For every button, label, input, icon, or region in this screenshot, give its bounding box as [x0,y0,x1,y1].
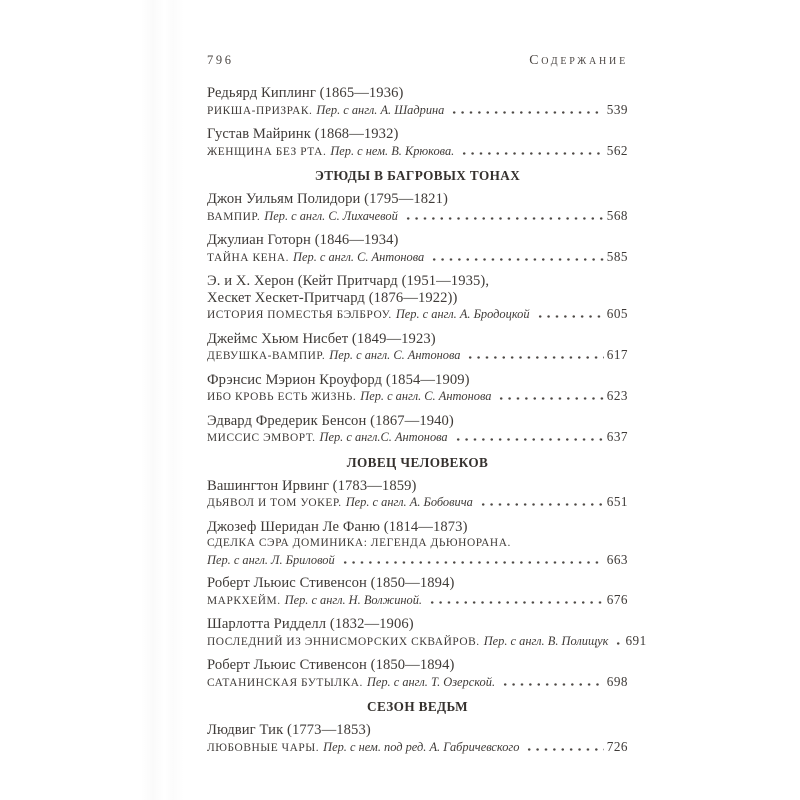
entry-translator: Пер. с англ. В. Полищук [483,633,609,648]
entry-page-number: 562 [606,142,628,158]
dot-leader [523,747,603,751]
entry-translator: Пер. с нем. В. Крюкова. [330,143,455,158]
dot-leader [612,641,622,645]
entry-translator: Пер. с англ. Т. Озерской. [366,674,496,689]
entry-title: ТАЙНА КЕНА. [207,251,290,264]
dot-leader [426,600,604,604]
entry-title-line [207,592,628,610]
toc-entry [207,372,628,406]
entry-author: Э. и Х. Херон (Кейт Притчард (1951—1935), [207,273,490,289]
entry-title: ИБО КРОВЬ ЕСТЬ ЖИЗНЬ. [207,391,357,403]
entry-page-number: 726 [606,738,628,754]
dot-leader [477,502,604,506]
toc-entry [207,273,628,324]
entry-page-number: 568 [606,207,628,223]
entry-title: РИКША-ПРИЗРАК. [207,104,313,117]
entry-title-line [207,143,628,161]
page-header [207,52,628,68]
dot-leader [452,437,604,441]
page-number: 796 [207,53,234,67]
entry-title-line [207,739,628,757]
entry-title-line [207,208,628,226]
entry-title-group [207,388,491,406]
entry-title-line [207,494,628,512]
entry-title: САТАНИНСКАЯ БУТЫЛКА. [207,676,363,689]
entry-author: Джулиан Готорн (1846—1934) [207,232,399,248]
entry-author: Роберт Льюис Стивенсон (1850—1894) [207,657,455,673]
entry-title: ДЕВУШКА-ВАМПИР. [207,350,326,362]
entry-title-line [207,306,628,324]
entry-translator: Пер. с англ. С. Антонова [329,348,461,362]
entry-page-number: 623 [606,388,628,403]
entry-author: Фрэнсис Мэрион Кроуфорд (1854—1909) [207,371,470,388]
entry-translator: Пер. с англ.С. Антонова [319,430,448,444]
entry-translator: Пер. с нем. под ред. А. Габричевского [323,739,520,754]
entry-author: Джеймс Хьюм Нисбет (1849—1923) [207,330,436,347]
entry-title: МИССИС ЭМВОРТ. [207,432,316,444]
entry-title-line [207,535,628,552]
entry-page-number: 698 [606,673,628,689]
entry-title-group [207,429,448,447]
entry-title-line [207,347,628,365]
entry-title-line [207,429,628,447]
entry-author: Вашингтон Ирвинг (1783—1859) [207,477,417,494]
entry-title: ПОСЛЕДНИЙ ИЗ ЭННИСМОРСКИХ СКВАЙРОВ. [207,635,480,648]
toc-entry [207,657,628,691]
dot-leader [428,257,603,261]
entry-title: ЛЮБОВНЫЕ ЧАРЫ. [207,741,320,754]
section-heading: ЭТЮДЫ В БАГРОВЫХ ТОНАХ [314,168,521,183]
entry-page-number: 617 [606,347,628,362]
dot-leader [339,560,604,564]
entry-page-number: 585 [606,248,628,264]
entry-author: Роберт Льюис Стивенсон (1850—1894) [207,575,455,591]
entry-title-group [207,249,424,267]
entry-author: Джозеф Шеридан Ле Фаню (1814—1873) [207,518,468,535]
entry-title-line [207,632,647,651]
entry-author: Джон Уильям Полидори (1795—1821) [207,191,448,207]
entry-translator: Пер. с англ. С. Антонова [293,249,425,264]
entry-title-line [207,249,628,267]
section-heading: ЛОВЕЦ ЧЕЛОВЕКОВ [346,454,489,470]
entry-page-number: 637 [606,429,628,444]
entry-page-number: 691 [625,632,647,648]
entry-title-group [207,633,608,651]
entry-author: Густав Майринк (1868—1932) [207,126,399,142]
toc-entry [207,616,647,650]
toc-entry [207,575,628,609]
section-heading: СЕЗОН ВЕДЬМ [367,699,468,714]
dot-leader [402,216,604,220]
entry-translator: Пер. с англ. А. Шадрина [316,102,445,117]
entry-title-line [207,674,628,692]
entry-title: МАРКХЕЙМ. [207,594,281,607]
entry-translator: Пер. с англ. Н. Волжиной. [284,592,423,607]
entry-page-number: 651 [606,494,628,509]
entry-translator: Пер. с англ. А. Бобовича [345,495,473,509]
toc-entry [207,85,628,119]
toc-entry [207,331,628,365]
entry-author: Эдвард Фредерик Бенсон (1867—1940) [207,412,454,429]
entry-page-number: 605 [606,306,628,321]
entry-title-group [207,306,530,324]
entry-author: Людвиг Тик (1773—1853) [207,722,371,738]
running-title: Содержание [529,52,628,67]
entry-title-group [207,592,422,610]
entry-translator: Пер. с англ. А. Бродоцкой [395,307,530,321]
entry-title-line [207,388,628,406]
entry-title-group [207,494,473,512]
entry-translator: Пер. с англ. С. Лихачевой [264,208,398,223]
toc-entry [207,413,628,447]
toc-entry [207,519,628,569]
entry-title-group [207,102,444,120]
entry-author: Шарлотта Ридделл (1832—1906) [207,616,414,632]
dot-leader [495,396,603,400]
dot-leader [458,151,603,155]
entry-author: Хескет Хескет-Притчард (1876—1922)) [207,289,458,306]
entry-translator: Пер. с англ. Л. Бриловой [207,552,335,567]
entry-translator: Пер. с англ. С. Антонова [360,389,492,403]
entry-author: Редьярд Киплинг (1865—1936) [207,85,404,101]
entry-title-group [207,674,495,692]
toc-entry [207,191,628,225]
entry-title: ВАМПИР. [207,210,261,223]
entry-title-line [207,102,628,120]
entry-page-number: 676 [606,591,628,607]
toc-entry [207,232,628,266]
table-of-contents [207,85,647,756]
entry-title: ДЬЯВОЛ И ТОМ УОКЕР. [207,497,342,509]
entry-translator-line [207,552,628,569]
entry-title-group [207,208,398,226]
entry-title: СДЕЛКА СЭРА ДОМИНИКА: ЛЕГЕНДА ДЬЮНОРАНА. [207,537,511,549]
dot-leader [499,682,604,686]
scan-artifact [140,0,184,800]
dot-leader [464,355,603,359]
toc-entry [207,722,628,756]
entry-page-number: 663 [606,551,628,567]
toc-entry [207,126,628,160]
entry-page-number: 539 [606,101,628,117]
entry-title-group [207,143,454,161]
dot-leader [448,110,603,114]
toc-entry [207,478,628,512]
page-content [207,52,647,763]
entry-title: ЖЕНЩИНА БЕЗ РТА. [207,145,327,158]
entry-title: ИСТОРИЯ ПОМЕСТЬЯ БЭЛБРОУ. [207,309,392,321]
entry-title-group [207,739,519,757]
dot-leader [534,314,604,318]
entry-title-group [207,347,460,365]
